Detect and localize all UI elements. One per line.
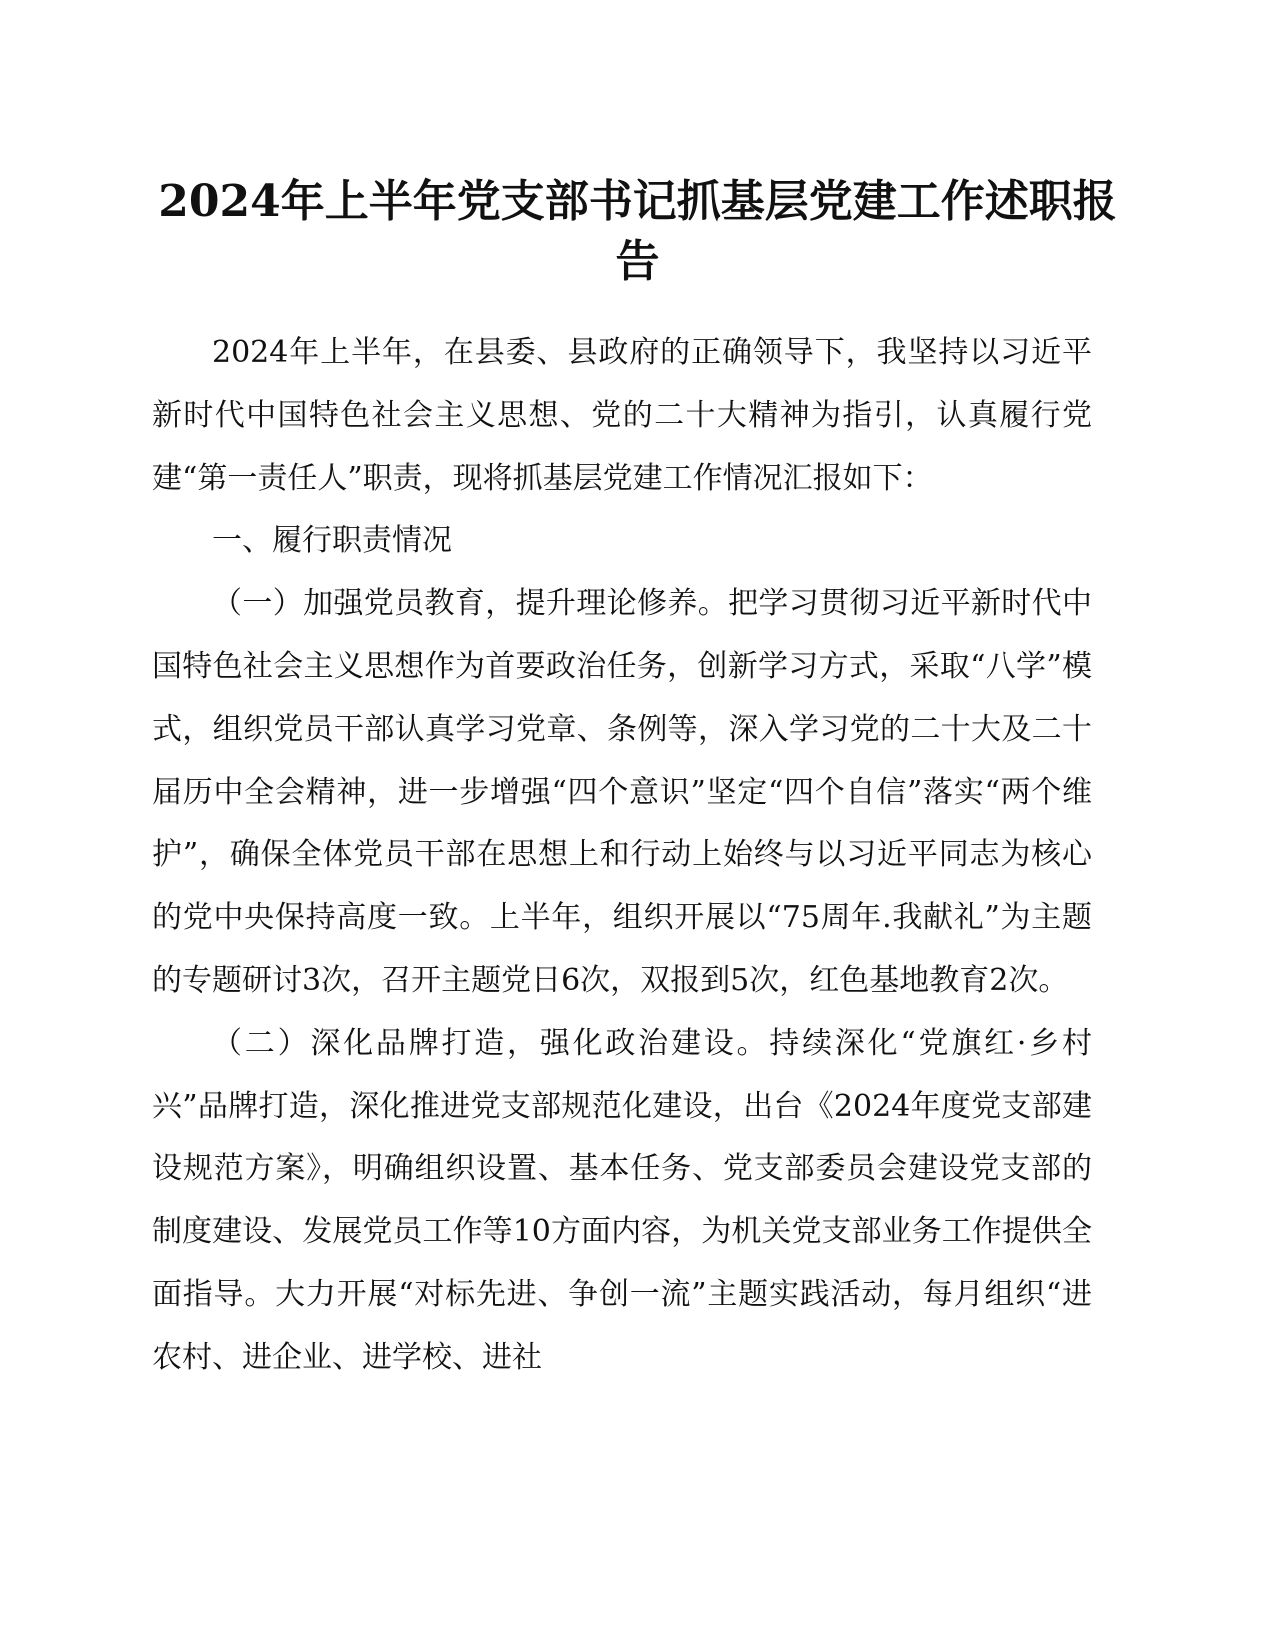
paragraph-2: （二）深化品牌打造，强化政治建设。持续深化“党旗红·乡村兴”品牌打造，深化推进党支部规范化建设，出台《2024年度党支部建设规范方案》，明确组织设置、基本任务、党支部委员会建设党支部的制度建设、发展党员工作等10方面内容，为机关党支部业务工作提供全面指导。大力开展“对标先进、争创一流”主题实践活动，每月组织“进农村、进企业、进学校、进社 <box>152 1025 1092 1375</box>
document-title: 2024年上半年党支部书记抓基层党建工作述职报告 <box>158 176 1117 287</box>
section-heading: 一、履行职责情况 <box>212 523 452 559</box>
paragraph-1: （一）加强党员教育，提升理论修养。把学习贯彻习近平新时代中国特色社会主义思想作为首要政治任务，创新学习方式，采取“八学”模式，组织党员干部认真学习党章、条例等，深入学习党的二十大及二十届历中全会精神，进一步增强“四个意识”坚定“四个自信”落实“两个维护”，确保全体党员干部在思想上和行动上始终与以习近平同志为核心的党中央保持高度一致。上半年，组织开展以“75周年.我献礼”为主题的专题研讨3次，召开主题党日6次，双报到5次，红色基地教育2次。 <box>152 586 1092 998</box>
intro-paragraph: 2024年上半年，在县委、县政府的正确领导下，我坚持以习近平新时代中国特色社会主义思想、党的二十大精神为指引，认真履行党建“第一责任人”职责，现将抓基层党建工作情况汇报如下： <box>152 335 1092 496</box>
document-body <box>152 322 1092 1390</box>
